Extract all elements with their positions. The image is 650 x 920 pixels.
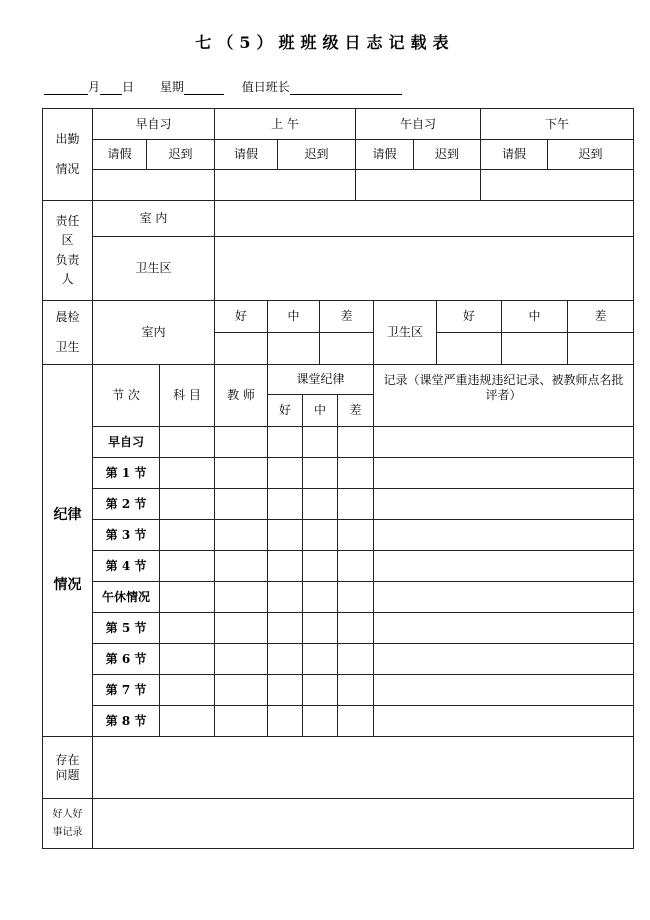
rating-medium: 中 bbox=[303, 395, 338, 427]
good-cell[interactable] bbox=[268, 458, 303, 489]
attendance-table bbox=[42, 108, 634, 201]
teacher-cell[interactable] bbox=[215, 458, 268, 489]
good-cell[interactable] bbox=[268, 582, 303, 613]
teacher-cell[interactable] bbox=[215, 427, 268, 458]
record-cell[interactable] bbox=[374, 675, 634, 706]
teacher-cell[interactable] bbox=[215, 582, 268, 613]
notes-table bbox=[42, 736, 634, 849]
period-row-label: 第 7 节 bbox=[93, 675, 160, 706]
period-row-label: 早自习 bbox=[93, 427, 160, 458]
attendance-label: 出勤 情况 bbox=[43, 109, 93, 201]
subject-cell[interactable] bbox=[160, 644, 215, 675]
subject-cell[interactable] bbox=[160, 520, 215, 551]
good-deeds-cell[interactable] bbox=[93, 799, 634, 849]
teacher-cell[interactable] bbox=[215, 644, 268, 675]
bad-cell[interactable] bbox=[338, 706, 374, 737]
weekday-label: 星期 bbox=[159, 80, 184, 94]
period-row-label: 第 4 节 bbox=[93, 551, 160, 582]
monitor-field[interactable] bbox=[290, 82, 402, 95]
duty-hygiene-label: 卫生区 bbox=[93, 237, 215, 301]
bad-cell[interactable] bbox=[338, 458, 374, 489]
period-row-label: 午休情况 bbox=[93, 582, 160, 613]
good-deeds-label: 好人好 事记录 bbox=[43, 799, 93, 849]
duty-indoor-cell[interactable] bbox=[215, 201, 634, 237]
good-cell[interactable] bbox=[268, 613, 303, 644]
subject-cell[interactable] bbox=[160, 458, 215, 489]
attendance-cell[interactable] bbox=[215, 170, 356, 201]
leave-header: 请假 bbox=[356, 140, 414, 170]
subject-cell[interactable] bbox=[160, 706, 215, 737]
medium-cell[interactable] bbox=[303, 613, 338, 644]
rating-cell[interactable] bbox=[437, 333, 502, 365]
good-cell[interactable] bbox=[268, 644, 303, 675]
record-cell[interactable] bbox=[374, 458, 634, 489]
morning-check-label: 晨检 卫生 bbox=[43, 301, 93, 365]
rating-bad: 差 bbox=[568, 301, 634, 333]
rating-cell[interactable] bbox=[320, 333, 374, 365]
rating-cell[interactable] bbox=[502, 333, 568, 365]
col-period: 节 次 bbox=[93, 365, 160, 427]
rating-good: 好 bbox=[437, 301, 502, 333]
late-header: 迟到 bbox=[414, 140, 481, 170]
record-cell[interactable] bbox=[374, 520, 634, 551]
rating-good: 好 bbox=[268, 395, 303, 427]
rating-cell[interactable] bbox=[568, 333, 634, 365]
period-header: 早自习 bbox=[93, 109, 215, 140]
bad-cell[interactable] bbox=[338, 613, 374, 644]
subject-cell[interactable] bbox=[160, 551, 215, 582]
discipline-table bbox=[42, 364, 634, 737]
issues-label: 存在 问题 bbox=[43, 737, 93, 799]
bad-cell[interactable] bbox=[338, 520, 374, 551]
monitor-label: 值日班长 bbox=[241, 80, 290, 94]
record-cell[interactable] bbox=[374, 551, 634, 582]
record-cell[interactable] bbox=[374, 582, 634, 613]
good-cell[interactable] bbox=[268, 427, 303, 458]
record-cell[interactable] bbox=[374, 706, 634, 737]
day-field[interactable] bbox=[100, 82, 122, 95]
leave-header: 请假 bbox=[215, 140, 278, 170]
discipline-label: 纪律 情况 bbox=[43, 365, 93, 737]
medium-cell[interactable] bbox=[303, 582, 338, 613]
good-cell[interactable] bbox=[268, 706, 303, 737]
late-header: 迟到 bbox=[147, 140, 215, 170]
record-cell[interactable] bbox=[374, 613, 634, 644]
late-header: 迟到 bbox=[548, 140, 634, 170]
medium-cell[interactable] bbox=[303, 520, 338, 551]
medium-cell[interactable] bbox=[303, 644, 338, 675]
medium-cell[interactable] bbox=[303, 706, 338, 737]
good-cell[interactable] bbox=[268, 489, 303, 520]
good-cell[interactable] bbox=[268, 520, 303, 551]
month-field[interactable] bbox=[44, 82, 88, 95]
medium-cell[interactable] bbox=[303, 675, 338, 706]
attendance-cell[interactable] bbox=[481, 170, 634, 201]
issues-cell[interactable] bbox=[93, 737, 634, 799]
subject-cell[interactable] bbox=[160, 582, 215, 613]
bad-cell[interactable] bbox=[338, 675, 374, 706]
attendance-cell[interactable] bbox=[93, 170, 215, 201]
record-cell[interactable] bbox=[374, 489, 634, 520]
attendance-cell[interactable] bbox=[356, 170, 481, 201]
period-row-label: 第 6 节 bbox=[93, 644, 160, 675]
duty-hygiene-cell[interactable] bbox=[215, 237, 634, 301]
duty-table bbox=[42, 200, 634, 301]
header-meta bbox=[44, 78, 402, 95]
rating-cell[interactable] bbox=[215, 333, 268, 365]
period-header: 下午 bbox=[481, 109, 634, 140]
record-cell[interactable] bbox=[374, 644, 634, 675]
month-label: 月 bbox=[88, 80, 101, 94]
rating-good: 好 bbox=[215, 301, 268, 333]
morning-hygiene-label: 卫生区 bbox=[374, 301, 437, 365]
bad-cell[interactable] bbox=[338, 551, 374, 582]
teacher-cell[interactable] bbox=[215, 551, 268, 582]
rating-medium: 中 bbox=[268, 301, 320, 333]
page-title: 七（5）班班级日志记载表 bbox=[195, 33, 455, 52]
morning-check-table bbox=[42, 300, 634, 365]
period-row-label: 第 5 节 bbox=[93, 613, 160, 644]
period-header: 上 午 bbox=[215, 109, 356, 140]
subject-cell[interactable] bbox=[160, 427, 215, 458]
duty-indoor-label: 室 内 bbox=[93, 201, 215, 237]
medium-cell[interactable] bbox=[303, 458, 338, 489]
bad-cell[interactable] bbox=[338, 427, 374, 458]
medium-cell[interactable] bbox=[303, 427, 338, 458]
good-cell[interactable] bbox=[268, 551, 303, 582]
leave-header: 请假 bbox=[481, 140, 548, 170]
subject-cell[interactable] bbox=[160, 489, 215, 520]
medium-cell[interactable] bbox=[303, 489, 338, 520]
medium-cell[interactable] bbox=[303, 551, 338, 582]
rating-bad: 差 bbox=[320, 301, 374, 333]
record-cell[interactable] bbox=[374, 427, 634, 458]
teacher-cell[interactable] bbox=[215, 613, 268, 644]
col-teacher: 教 师 bbox=[215, 365, 268, 427]
col-record: 记录（课堂严重违规违纪记录、被教师点名批评者） bbox=[374, 365, 634, 427]
bad-cell[interactable] bbox=[338, 644, 374, 675]
teacher-cell[interactable] bbox=[215, 520, 268, 551]
bad-cell[interactable] bbox=[338, 489, 374, 520]
col-class-discipline: 课堂纪律 bbox=[268, 365, 374, 395]
teacher-cell[interactable] bbox=[215, 489, 268, 520]
leave-header: 请假 bbox=[93, 140, 147, 170]
weekday-field[interactable] bbox=[184, 82, 224, 95]
good-cell[interactable] bbox=[268, 675, 303, 706]
subject-cell[interactable] bbox=[160, 675, 215, 706]
col-subject: 科 目 bbox=[160, 365, 215, 427]
morning-indoor-label: 室内 bbox=[93, 301, 215, 365]
teacher-cell[interactable] bbox=[215, 706, 268, 737]
bad-cell[interactable] bbox=[338, 582, 374, 613]
duty-label: 责任 区 负责 人 bbox=[43, 201, 93, 301]
late-header: 迟到 bbox=[278, 140, 356, 170]
rating-cell[interactable] bbox=[268, 333, 320, 365]
period-row-label: 第 8 节 bbox=[93, 706, 160, 737]
period-row-label: 第 2 节 bbox=[93, 489, 160, 520]
rating-bad: 差 bbox=[338, 395, 374, 427]
subject-cell[interactable] bbox=[160, 613, 215, 644]
period-row-label: 第 1 节 bbox=[93, 458, 160, 489]
rating-medium: 中 bbox=[502, 301, 568, 333]
period-header: 午自习 bbox=[356, 109, 481, 140]
day-label: 日 bbox=[122, 80, 135, 94]
teacher-cell[interactable] bbox=[215, 675, 268, 706]
period-row-label: 第 3 节 bbox=[93, 520, 160, 551]
